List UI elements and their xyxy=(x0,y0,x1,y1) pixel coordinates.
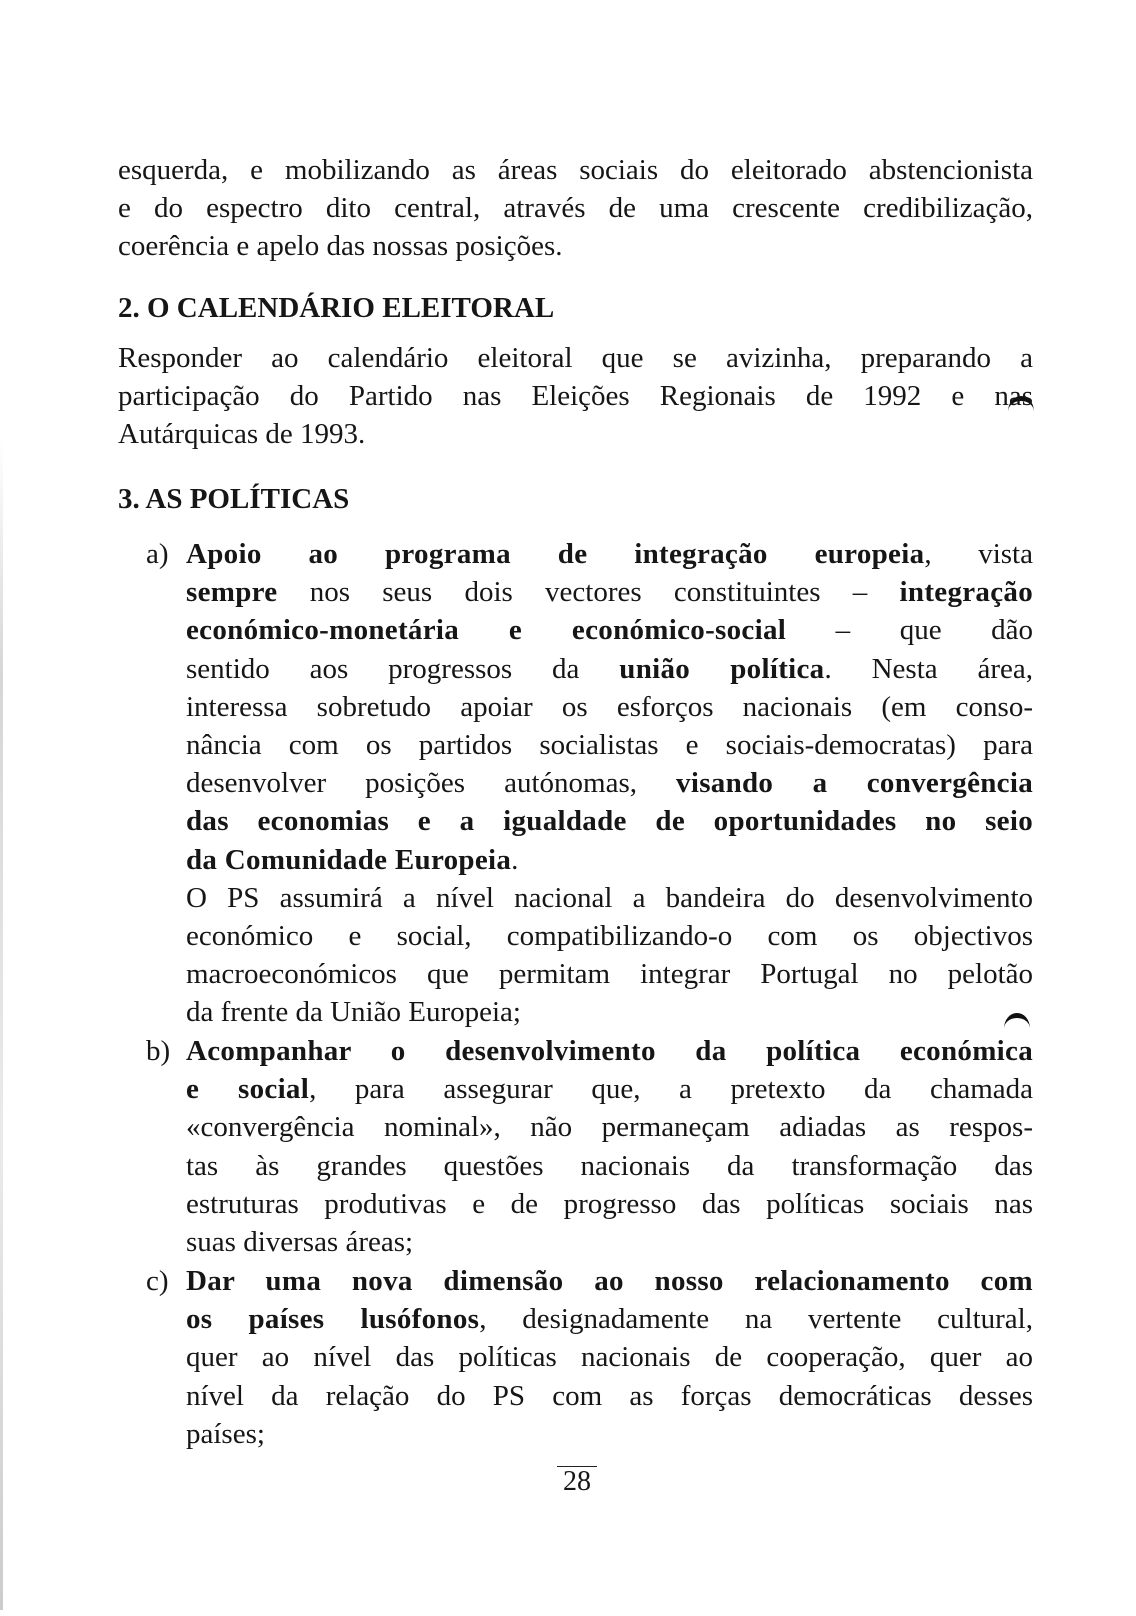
bold-text: os países lusófonos xyxy=(186,1303,480,1336)
bold-text: Acompanhar o desenvolvimento da política económica xyxy=(186,1035,1033,1067)
text: tas às grandes questões nacionais da transformação das xyxy=(186,1149,1033,1182)
bold-text: sempre xyxy=(186,576,278,609)
text: – que dão xyxy=(786,614,1033,647)
bold-text: e social xyxy=(186,1073,310,1106)
list-item-text-line xyxy=(186,1109,1033,1145)
text: e do espectro dito central, através de uma crescente credibilização, xyxy=(118,192,1033,225)
list-item-text-line xyxy=(186,994,1033,1030)
list-item-text-line xyxy=(186,842,1033,878)
text: suas diversas áreas; xyxy=(186,1226,414,1258)
list-item-label: a) xyxy=(146,538,169,570)
list-item-text-line xyxy=(186,536,1033,572)
list-item-text-line xyxy=(186,574,1033,610)
paragraph-line xyxy=(118,190,1033,226)
paragraph-line xyxy=(118,340,1033,376)
text: participação do Partido nas Eleições Regionais de 1992 e nas xyxy=(118,380,1033,413)
list-item-label: c) xyxy=(146,1265,169,1297)
list-item-text-line xyxy=(186,765,1033,801)
text: Autárquicas de 1993. xyxy=(118,418,366,451)
list-item-text-line xyxy=(186,1186,1033,1222)
text: económico e social, compatibilizando-o com os objectivos xyxy=(186,920,1033,952)
list-item-text-line xyxy=(186,727,1033,763)
text: , vista xyxy=(924,538,1033,570)
text: coerência e apelo das nossas posições. xyxy=(118,230,563,263)
text: sentido aos progressos da xyxy=(186,652,620,685)
text: desenvolver posições autónomas, xyxy=(186,767,677,800)
list-item-text-line xyxy=(186,1416,1033,1452)
list-item-text-line xyxy=(186,803,1033,839)
section-heading: 3. AS POLÍTICAS xyxy=(118,483,350,515)
list-item-text-line xyxy=(186,880,1033,916)
list-item-text-line xyxy=(186,1301,1033,1337)
list-item-text-line xyxy=(186,689,1033,725)
bold-text: união política xyxy=(619,652,825,685)
text: esquerda, e mobilizando as áreas sociais do eleitorado abstencionista xyxy=(118,154,1033,186)
list-item-text-line xyxy=(186,1378,1033,1414)
list-item-text-line xyxy=(186,1033,1033,1069)
text: , designadamente na vertente cultural, xyxy=(479,1303,1033,1336)
text: O PS assumirá a nível nacional a bandeira do desenvolvimento xyxy=(186,881,1033,914)
text: nos seus dois vectores constituintes – xyxy=(277,576,900,609)
text: interessa sobretudo apoiar os esforços nacionais (em conso- xyxy=(186,690,1033,723)
text: da frente da União Europeia; xyxy=(186,996,521,1029)
list-item-text-line xyxy=(186,1224,1033,1260)
list-item-text-line xyxy=(186,1263,1033,1299)
bold-text: económico-monetária e económico-social xyxy=(186,614,787,647)
list-item-text-line xyxy=(186,1339,1033,1375)
list-item-text-line xyxy=(186,612,1033,648)
section-heading: 2. O CALENDÁRIO ELEITORAL xyxy=(118,292,555,324)
text: nância com os partidos socialistas e sociais-democratas) para xyxy=(186,729,1033,761)
list-item-text-line xyxy=(186,918,1033,954)
text: . xyxy=(511,843,519,876)
list-item-text-line xyxy=(186,1148,1033,1184)
text: quer ao nível das políticas nacionais de cooperação, quer ao xyxy=(186,1341,1033,1374)
bold-text: da Comunidade Europeia xyxy=(186,843,512,876)
text: Responder ao calendário eleitoral que se avizinha, preparando a xyxy=(118,342,1033,374)
bold-text: das economias e a igualdade de oportunidades no seio xyxy=(186,805,1033,838)
text: , para assegurar que, a pretexto da chamada xyxy=(309,1073,1033,1106)
bold-text: Apoio ao programa de integração europeia xyxy=(186,538,925,570)
text: . Nesta área, xyxy=(824,652,1033,685)
page-number: 28 xyxy=(557,1466,597,1497)
paragraph-line xyxy=(118,228,1033,264)
list-item-text-line xyxy=(186,651,1033,687)
paragraph-line xyxy=(118,378,1033,414)
list-item-text-line xyxy=(186,1071,1033,1107)
paragraph-line xyxy=(118,152,1033,188)
bold-text: integração xyxy=(899,576,1033,609)
text: macroeconómicos que permitam integrar Portugal no pelotão xyxy=(186,958,1033,991)
text: «convergência nominal», não permaneçam adiadas as respos- xyxy=(186,1111,1033,1144)
paragraph-line xyxy=(118,416,1033,452)
list-item-text-line xyxy=(186,956,1033,992)
scan-edge xyxy=(0,440,3,1610)
bold-text: visando a convergência xyxy=(676,767,1033,800)
list-item-label: b) xyxy=(146,1035,171,1067)
text: estruturas produtivas e de progresso das políticas sociais nas xyxy=(186,1187,1033,1220)
bold-text: Dar uma nova dimensão ao nosso relacionamento com xyxy=(186,1265,1033,1297)
text: países; xyxy=(186,1417,265,1450)
text: nível da relação do PS com as forças democráticas desses xyxy=(186,1379,1033,1412)
